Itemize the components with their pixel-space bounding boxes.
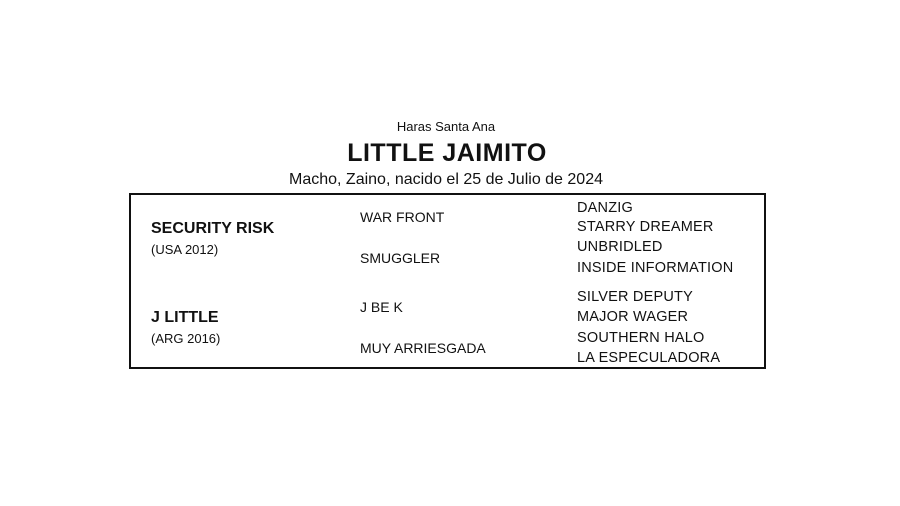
- paternal-grandsire: WAR FRONT: [360, 209, 445, 225]
- great-grandparent: MAJOR WAGER: [577, 309, 689, 325]
- dam-origin: (ARG 2016): [151, 331, 221, 346]
- paternal-granddam: SMUGGLER: [360, 250, 441, 266]
- sire-origin: (USA 2012): [151, 242, 219, 257]
- sire-name: SECURITY RISK: [151, 220, 275, 237]
- great-grandparent: DANZIG: [577, 200, 633, 216]
- great-grandparent: SILVER DEPUTY: [577, 289, 693, 305]
- great-grandparent: SOUTHERN HALO: [577, 330, 705, 346]
- breeder-name: Haras Santa Ana: [396, 119, 496, 134]
- horse-name: LITTLE JAIMITO: [347, 139, 547, 167]
- maternal-granddam: MUY ARRIESGADA: [360, 340, 486, 356]
- pedigree-table: [129, 193, 766, 369]
- great-grandparent: LA ESPECULADORA: [577, 350, 721, 366]
- maternal-grandsire: J BE K: [360, 299, 403, 315]
- dam-name: J LITTLE: [151, 309, 219, 326]
- great-grandparent: STARRY DREAMER: [577, 219, 714, 235]
- great-grandparent: UNBRIDLED: [577, 239, 663, 255]
- great-grandparent: INSIDE INFORMATION: [577, 260, 734, 276]
- horse-description: Macho, Zaino, nacido el 25 de Julio de 2024: [289, 171, 603, 188]
